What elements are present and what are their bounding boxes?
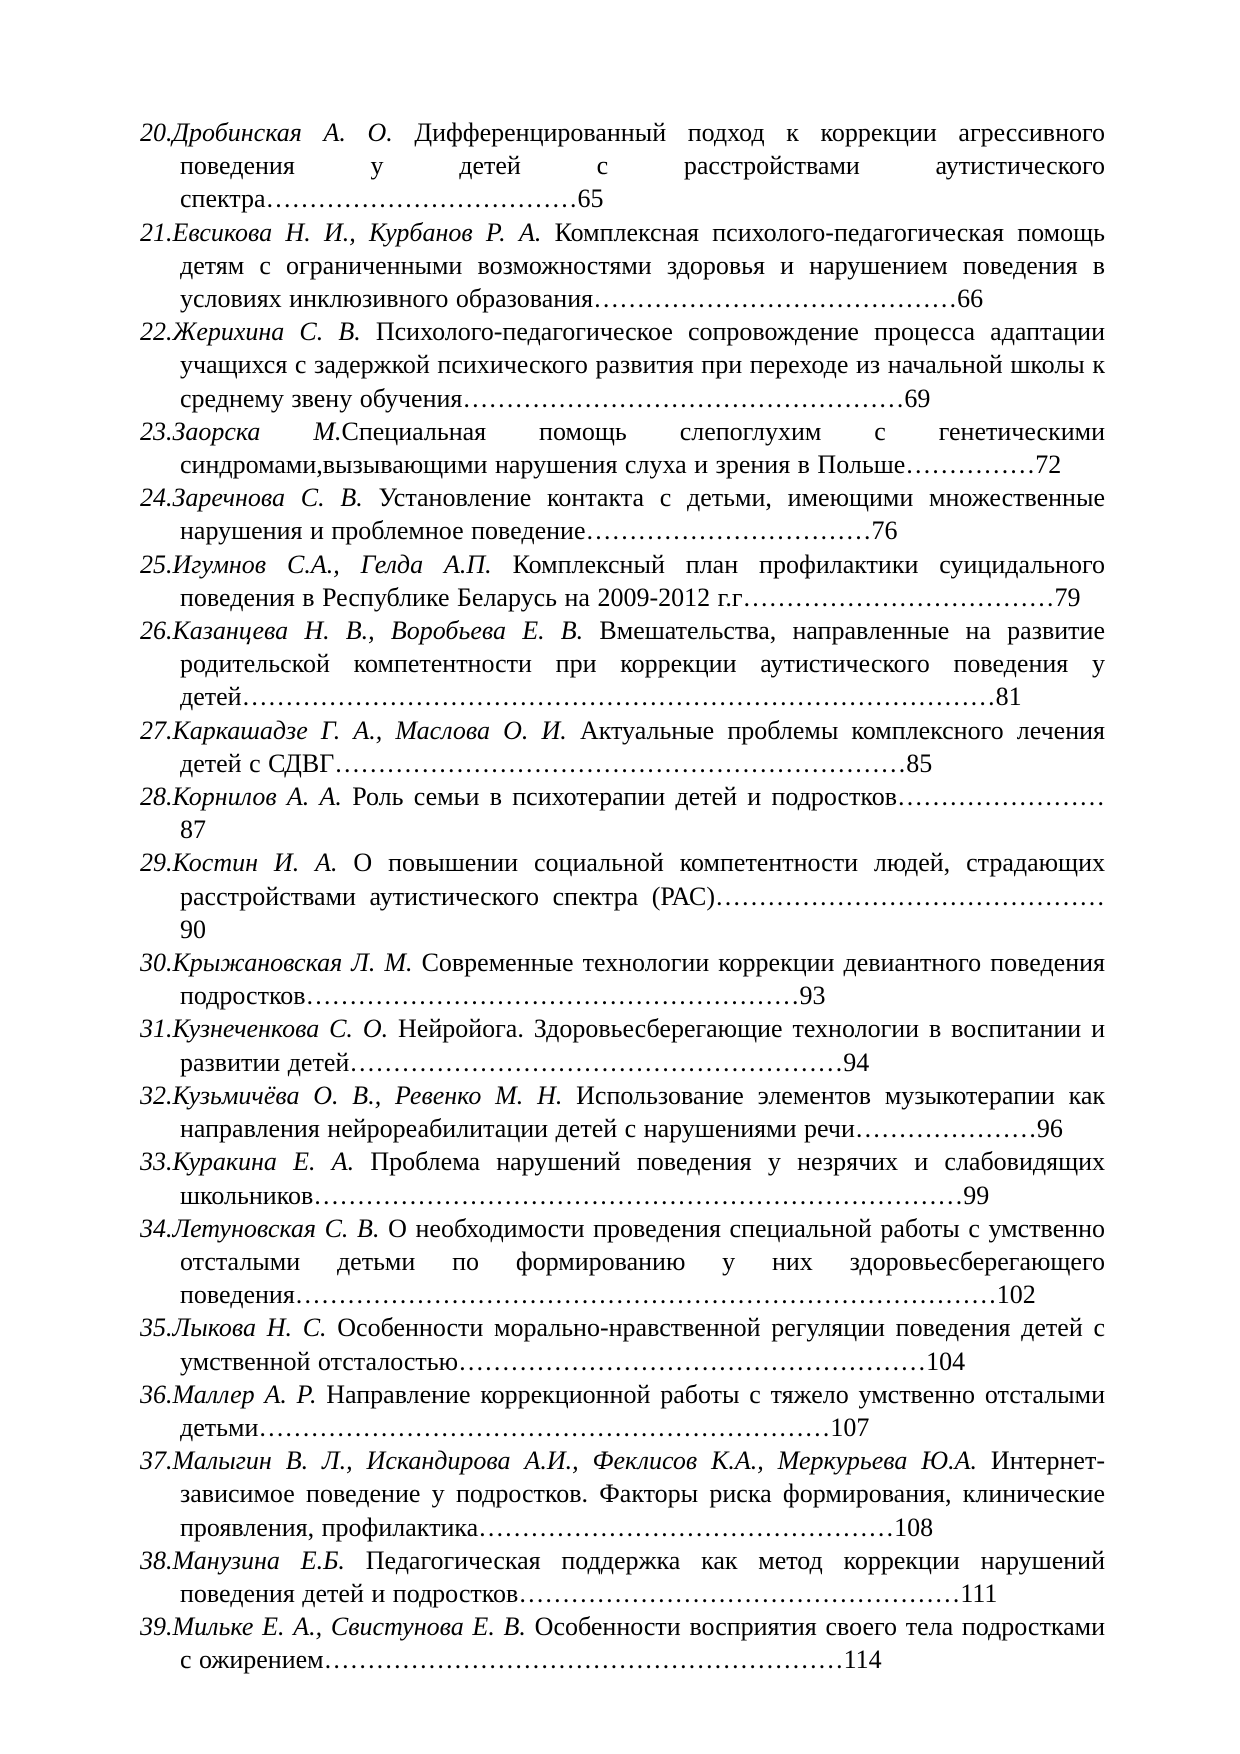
entry-title: Педагогическая поддержка как метод коррекции нарушений поведения детей и подростков	[180, 1545, 1105, 1608]
entry-number: 35.	[140, 1313, 173, 1343]
entry-authors: Крыжановская Л. М.	[172, 948, 413, 978]
toc-entry	[140, 116, 1105, 216]
entry-number: 26.	[140, 616, 173, 646]
entry-authors: Каркашадзе Г. А., Маслова О. И.	[172, 715, 567, 745]
dot-leader: …………………………………………	[478, 1512, 895, 1542]
entry-title: Использование элементов музыкотерапии как направления нейрореабилитации детей с нарушениями речи	[180, 1080, 1106, 1144]
entry-authors: Манузина Е.Б.	[172, 1545, 345, 1575]
dot-leader: ……………………………………	[593, 284, 958, 314]
entry-number: 27.	[140, 715, 173, 745]
entry-page-number: 79	[1054, 582, 1081, 612]
entry-authors: Дробинская А. О.	[172, 118, 393, 147]
dot-leader: …………………………………………………………………	[313, 1180, 964, 1210]
entry-page-number: 81	[995, 682, 1022, 712]
entry-title: О повышении социальной компетентности людей, страдающих расстройствами аутистического спектра (РАС)	[180, 848, 1105, 911]
dot-leader: ………………………………	[265, 184, 578, 214]
entry-title: О необходимости проведения специальной работы с умственно отсталыми детьми по формированию у них здоровьесберегающего поведения	[180, 1213, 1105, 1310]
entry-number: 37.	[140, 1446, 173, 1476]
entry-title: Проблема нарушений поведения у незрячих и слабовидящих школьников	[180, 1147, 1105, 1210]
entry-page-number: 87	[180, 815, 206, 845]
entry-number: 28.	[140, 782, 173, 812]
entry-title: Психолого-педагогическое сопровождение процесса адаптации учащихся с задержкой психического развития при переходе из начальной школы к среднему звену обучения	[180, 317, 1105, 413]
entry-number: 22.	[140, 317, 173, 347]
entry-page-number: 104	[926, 1346, 966, 1376]
toc-entry	[140, 780, 1105, 846]
toc-entry	[140, 415, 1105, 481]
entry-title: Установление контакта с детьми, имеющими множественные нарушения и проблемное поведение	[180, 483, 1105, 546]
entry-page-number: 107	[830, 1412, 870, 1442]
toc-entry	[140, 1378, 1105, 1444]
entry-number: 34.	[140, 1213, 173, 1243]
entry-authors: Корнилов А. А.	[172, 782, 342, 812]
entry-title: Современные технологии коррекции девиантного поведения подростков	[180, 948, 1105, 1011]
entry-authors: Лыкова Н. С.	[172, 1313, 327, 1343]
toc-entry	[140, 481, 1105, 547]
toc-entry	[140, 1311, 1105, 1377]
entry-page-number: 108	[894, 1512, 934, 1542]
entry-number: 29.	[140, 848, 173, 878]
dot-leader: …………………	[854, 1114, 1037, 1144]
entry-authors: Жерихина С. В.	[172, 317, 361, 347]
dot-leader: …………………………………………………	[349, 1047, 844, 1077]
entry-number: 33.	[140, 1147, 173, 1177]
dot-leader: ……………………………	[585, 516, 872, 546]
entry-authors: Казанцева Н. В., Воробьева Е. В.	[172, 616, 584, 646]
entry-page-number: 76	[871, 516, 898, 546]
entry-authors: Малыгин В. Л., Искандирова А.И., Феклисов К.А., Меркурьева Ю.А.	[172, 1446, 977, 1476]
toc-entry	[140, 1012, 1105, 1078]
entry-page-number: 114	[843, 1645, 882, 1675]
entry-title: Вмешательства, направленные на развитие родительской компетентности при коррекции аутистического поведения у детей	[180, 616, 1105, 712]
entry-title: Роль семьи в психотерапии детей и подростков	[341, 782, 897, 812]
entry-page-number: 85	[906, 748, 933, 778]
entry-page-number: 93	[799, 981, 826, 1011]
toc-entry	[140, 714, 1105, 780]
entry-number: 23.	[140, 416, 173, 446]
dot-leader: ……………………………………………	[518, 1578, 961, 1608]
entry-page-number: 102	[996, 1280, 1036, 1310]
entry-title: Интернет-зависимое поведение у подростков. Факторы риска формирования, клинические проявления, профилактика	[180, 1446, 1105, 1542]
entry-authors: Кузьмичёва О. В., Ревенко М. Н.	[172, 1080, 563, 1110]
dot-leader: ……………………………………………………	[323, 1645, 844, 1675]
entry-title: Особенности восприятия своего тела подростками с ожирением	[180, 1612, 1105, 1675]
toc-entry	[140, 946, 1105, 1012]
entry-title: Нейройога. Здоровьесберегающие технологии в воспитании и развитии детей	[180, 1014, 1105, 1077]
entry-authors: Летуновская С. В.	[172, 1213, 380, 1243]
entry-authors: Куракина Е. А.	[172, 1147, 355, 1177]
toc-entry	[140, 1610, 1105, 1676]
dot-leader: ……………………	[897, 782, 1105, 812]
entry-number: 24.	[140, 483, 173, 513]
entry-page-number: 66	[957, 284, 984, 314]
entry-number: 25.	[140, 549, 173, 579]
entry-number: 36.	[140, 1379, 173, 1409]
entry-number: 32.	[140, 1080, 173, 1110]
dot-leader: …………………………………………………	[305, 981, 800, 1011]
entry-title: Специальная помощь слепоглухим с генетическими синдромами,вызывающими нарушения слуха и зрения в Польше	[180, 416, 1106, 480]
entry-authors: Заорска М.	[172, 416, 342, 446]
toc-entry	[140, 1544, 1105, 1610]
toc-entry	[140, 1079, 1105, 1145]
entry-number: 30.	[140, 948, 173, 978]
toc-entry	[140, 1212, 1105, 1312]
entry-title: Дифференцированный подход к коррекции агрессивного поведения у детей с расстройствами аутистического спектра	[180, 118, 1105, 214]
entry-title: Комплексная психолого-педагогическая помощь детям с ограниченными возможностями здоровья и нарушением поведения в условиях инклюзивного образования	[180, 217, 1105, 314]
entry-number: 39.	[140, 1612, 173, 1642]
entry-authors: Заречнова С. В.	[172, 483, 363, 513]
dot-leader: ………………………………	[742, 582, 1055, 612]
entry-number: 20.	[140, 118, 173, 147]
entry-page-number: 99	[963, 1180, 990, 1210]
entry-number: 21.	[140, 217, 173, 247]
dot-leader: ……………………………………………	[462, 383, 905, 413]
dot-leader: …………………………………………………………	[258, 1412, 831, 1442]
entry-page-number: 94	[843, 1047, 870, 1077]
entry-authors: Игумнов С.А., Гелда А.П.	[172, 549, 492, 579]
entry-title: Направление коррекционной работы с тяжело умственно отсталыми детьми	[180, 1379, 1106, 1442]
dot-leader: ………………………………………	[715, 881, 1105, 911]
entry-authors: Маллер А. Р.	[172, 1379, 317, 1409]
entry-authors: Костин И. А.	[172, 848, 338, 878]
entry-authors: Кузнеченкова С. О.	[172, 1014, 389, 1044]
toc-entry	[140, 614, 1105, 714]
entry-page-number: 72	[1035, 450, 1062, 480]
dot-leader: …………………………………………………………	[334, 748, 907, 778]
dot-leader: ………………………………………………………………………	[294, 1280, 997, 1310]
dot-leader: ……………………………………………………………………………	[241, 682, 996, 712]
entry-number: 38.	[140, 1545, 173, 1575]
entry-page-number: 111	[960, 1578, 998, 1608]
entry-title: Комплексный план профилактики суицидального поведения в Республике Беларусь на 2009-2012 г.г	[180, 549, 1105, 612]
entry-page-number: 96	[1036, 1114, 1063, 1144]
entry-number: 31.	[140, 1014, 173, 1044]
entry-authors: Евсикова Н. И., Курбанов Р. А.	[172, 217, 542, 247]
entry-title: Актуальные проблемы комплексного лечения детей с СДВГ	[180, 715, 1105, 778]
entry-page-number: 69	[904, 383, 931, 413]
toc-entry	[140, 1444, 1105, 1544]
dot-leader: ……………	[905, 450, 1036, 480]
toc-entry	[140, 846, 1105, 946]
entry-title: Особенности морально-нравственной регуляции поведения детей с умственной отсталостью	[180, 1313, 1106, 1376]
toc-entry	[140, 315, 1105, 415]
entry-page-number: 65	[577, 184, 604, 214]
toc-list	[140, 116, 1105, 1677]
entry-page-number: 90	[180, 914, 206, 944]
dot-leader: ………………………………………………	[458, 1346, 927, 1376]
toc-entry	[140, 1145, 1105, 1211]
toc-entry	[140, 548, 1105, 614]
entry-authors: Мильке Е. А., Свистунова Е. В.	[172, 1612, 526, 1642]
toc-entry	[140, 216, 1105, 316]
